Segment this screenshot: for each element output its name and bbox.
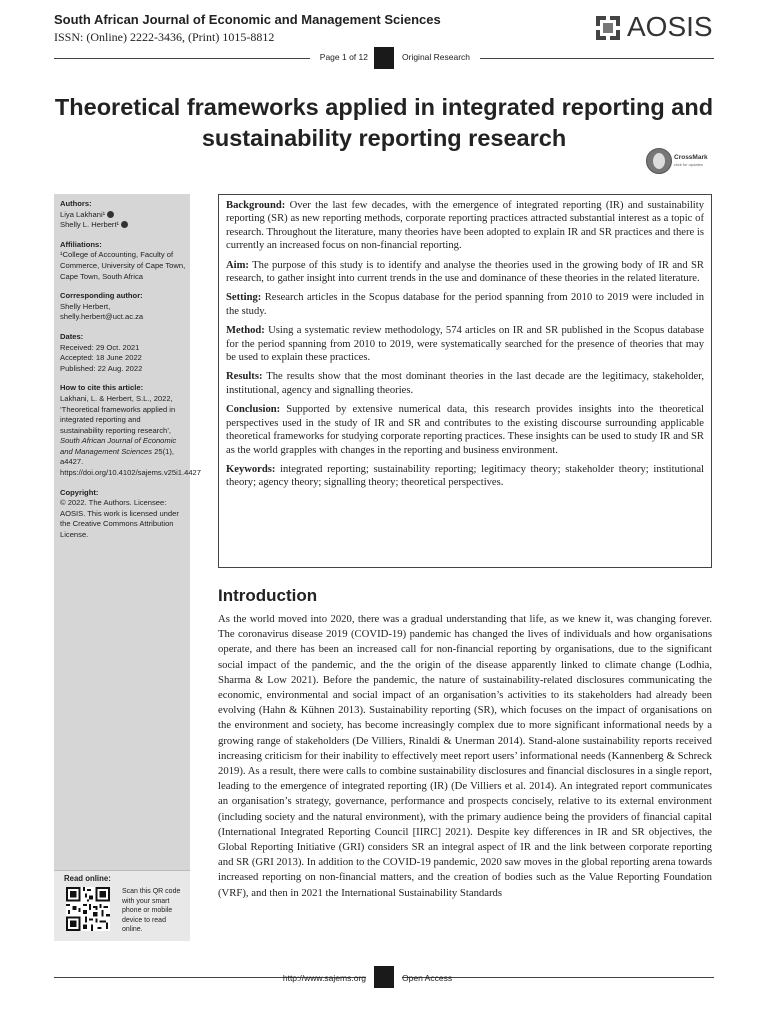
- citation-section: [60, 383, 201, 478]
- read-online-heading: Read online:: [64, 874, 111, 883]
- logo-text: AOSIS: [627, 11, 713, 42]
- authors-heading: Authors:: [60, 199, 92, 208]
- article-info-sidebar: [54, 194, 201, 876]
- corresponding-email[interactable]: shelly.herbert@uct.ac.za: [60, 312, 144, 322]
- authors-section: [60, 199, 186, 231]
- abstract-results: Results: The results show that the most dominant theories in the last decade are the legitimacy, stakeholder, institutional, agency and signalling theories.: [226, 371, 704, 396]
- citation-journal: South African Journal of Economic and Management Sciences: [60, 436, 177, 456]
- author-name: Shelly L. Herbert¹: [60, 220, 120, 230]
- date-received: Received: 29 Oct. 2021: [60, 342, 140, 352]
- introduction-paragraph: As the world moved into 2020, there was a gradual understanding that life, as we knew it, was changing forever. The coronavirus disease 2019 (COVID-19) pandemic has changed the lives of individuals and how organisations operate, and there has been an increased call for non-financial reporting by organisations, due to the significant social impact of the pandemic, and the the origin of the disease apparently linked to climate change (Lodhia, Sharma & Low 2021). Before the pandemic, the nature of sustainability-related disclosures communicating the economic, environmental and social impact of an organisation’s activities to its stakeholders had already been evolving (Hahn & Kühnen 2013). Sustainability reporting (SR), which focuses on the impact of organisations on the environment and society, has become increasingly complex due to more significant informational needs by a growing range of stakeholders (De Villiers, Rinaldi & Unerman 2014). Stand-alone sustainability reports received increasing criticism for their inability to effectively meet report users’ informational needs (Kannenberg & Schreck 2019). As a result, there were calls to combine sustainability disclosures and financial disclosures in a single report, leading to the emergence of integrated reporting (IR) (De Villiers et al. 2014). An integrated report communicates an organisation’s strategy, governance, performance and prospects concisely, relative to its external environment (including society and the natural environment), with the primary audience being the providers of financial capital (International Integrated Reporting Council [IIRC] 2021). Despite key differences in IR and SR objectives, the Global Reporting Initiative (GRI) considers SR an integral aspect of IR and the link between corporate reporting and SR (GRI 2013). In addition to the COVID-19 pandemic, 2020 saw moves in the global reporting arena towards increased reporting on non-financial matters, and the creation of bodies such as the Value Reporting Foundation (VRF), and then in 2021 the International Sustainability Standards: [218, 613, 712, 899]
- header-rule-left: [54, 58, 310, 59]
- citation-text: Lakhani, L. & Herbert, S.L., 2022, ‘Theoretical frameworks applied in integrated reporting and sustainability reporting research’, South African Journal of Economic and Management Sciences 25(1), a4427. https://doi.org/10.4102/sajems.v25i1.4427: [60, 393, 201, 478]
- journal-name: South African Journal of Economic and Management Sciences: [54, 12, 441, 27]
- read-online-text: Scan this QR code with your smart phone or mobile device to read online.: [122, 888, 181, 933]
- crossmark-sub: click for updates: [674, 162, 703, 167]
- section-heading-introduction: Introduction: [218, 586, 318, 605]
- abstract-keywords: Keywords: integrated reporting; sustainability reporting; legitimacy theory; stakeholder theory; institutional theory; agency theory; signalling theory; theoretical perspectives.: [226, 463, 704, 489]
- issn: ISSN: (Online) 2222-3436, (Print) 1015-8812: [54, 30, 275, 44]
- corresponding-section: [60, 291, 186, 323]
- author-name: Liya Lakhani¹: [60, 209, 106, 219]
- dates-section: [60, 332, 186, 374]
- aosis-logo-icon: [594, 14, 622, 42]
- crossmark-badge[interactable]: [646, 148, 716, 174]
- crossmark-label: CrossMark: [674, 154, 708, 161]
- journal-url[interactable]: http://www.sajems.org: [282, 973, 366, 983]
- read-online-box: [54, 870, 190, 941]
- header-rule-right: [480, 58, 714, 59]
- qr-code-icon[interactable]: [66, 887, 110, 931]
- page-number: Page 1 of 12: [319, 52, 368, 62]
- orcid-icon[interactable]: [107, 211, 114, 218]
- orcid-icon[interactable]: [121, 221, 128, 228]
- date-published: Published: 22 Aug. 2022: [60, 363, 143, 373]
- copyright-section: [60, 488, 186, 541]
- article-title: Theoretical frameworks applied in integrated reporting and sustainability reporting research: [54, 94, 714, 151]
- abstract-box: [218, 194, 712, 568]
- affiliations-heading: Affiliations:: [60, 239, 102, 249]
- article-type: Original Research: [402, 52, 471, 62]
- affiliations-text: ¹College of Accounting, Faculty of Commerce, University of Cape Town, Cape Town, South Africa: [60, 250, 186, 281]
- footer-black-block: [374, 966, 394, 988]
- abstract-aim: Aim: The purpose of this study is to identify and analyse the theories used in the growing body of IR and SR research, to gather insight into current trends in the use and dominance of these theories in the related literature.: [226, 259, 704, 285]
- corresponding-heading: Corresponding author:: [60, 291, 143, 301]
- abstract-method: Method: Using a systematic review methodology, 574 articles on IR and SR published in the Scopus database for the period spanning from 2010 to 2019, were systematically searched for the presence of theories that may be used to explain these practices.: [226, 325, 704, 364]
- affiliations-section: [60, 240, 186, 282]
- dates-heading: Dates:: [60, 331, 84, 341]
- abstract-background: Background: Over the last few decades, with the emergence of integrated reporting (IR) and sustainability reporting (SR) as new reporting methods, corporate reporting practices attracted substantial interest as a topic of research. Throughout the literature, many theories have been adopted to explain IR and SR practices and there is currently an increased focus on non-financial reporting.: [226, 200, 704, 252]
- citation-heading: How to cite this article:: [60, 383, 144, 393]
- open-access-label: Open Access: [402, 973, 453, 983]
- abstract-conclusion: Conclusion: Supported by extensive numerical data, this research provides insights into the theoretical perspectives used in the study of IR and SR and contributes to the existing discourse surrounding applicable theoretical frameworks for studying corporate reporting practices. These insights can be used to study IR and SR as the world grapples with changes in the reporting and business environment.: [226, 404, 704, 456]
- copyright-heading: Copyright:: [60, 487, 99, 497]
- publisher-logo[interactable]: [594, 11, 716, 42]
- date-accepted: Accepted: 18 June 2022: [60, 353, 142, 363]
- header-black-block: [374, 47, 394, 69]
- crossmark-icon: [646, 148, 672, 174]
- copyright-text: © 2022. The Authors. Licensee: AOSIS. This work is licensed under the Creative Commons Attribution License.: [60, 498, 179, 540]
- corresponding-name: Shelly Herbert,: [60, 301, 111, 311]
- abstract-setting: Setting: Research articles in the Scopus database for the period spanning from 2010 to 2019 were included in the study.: [226, 292, 704, 317]
